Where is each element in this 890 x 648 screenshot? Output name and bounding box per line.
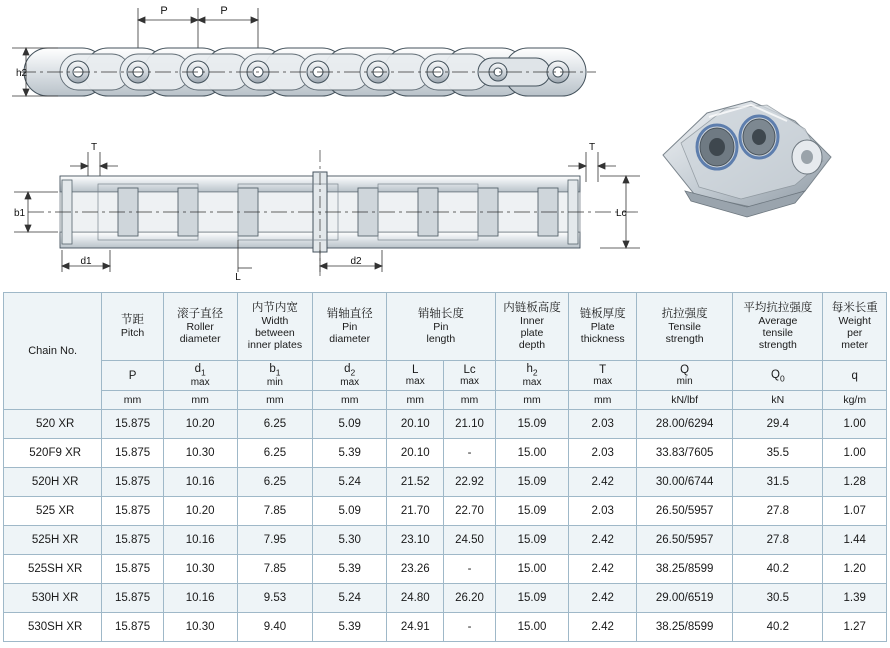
unit-weight: kg/m	[823, 391, 887, 410]
cell-T: 2.03	[569, 410, 637, 439]
plan-view-group	[14, 142, 640, 283]
table-row	[4, 555, 887, 584]
cell-Q0: 29.4	[733, 410, 823, 439]
cell-Lc: 22.70	[444, 497, 495, 526]
cell-q: 1.44	[823, 526, 887, 555]
header-pitch: 节距 Pitch	[102, 293, 163, 361]
cell-q: 1.20	[823, 555, 887, 584]
cell-T: 2.03	[569, 439, 637, 468]
unit-b1: mm	[237, 391, 313, 410]
cell-d1: 10.30	[163, 613, 237, 642]
cell-Q: 29.00/6519	[636, 584, 732, 613]
header-pin-diameter: 销轴直径 Pin diameter	[313, 293, 387, 361]
svg-text:b1: b1	[14, 208, 26, 219]
cell-h2: 15.09	[495, 584, 569, 613]
cell-Q: 26.50/5957	[636, 497, 732, 526]
cell-chain-no: 530H XR	[4, 584, 102, 613]
chain-photo	[663, 101, 831, 217]
header-inner-plate-depth: 内链板高度 Inner plate depth	[495, 293, 569, 361]
cell-T: 2.42	[569, 584, 637, 613]
cell-h2: 15.09	[495, 497, 569, 526]
unit-q0: kN	[733, 391, 823, 410]
cell-L: 21.70	[387, 497, 444, 526]
cell-Lc: 24.50	[444, 526, 495, 555]
symbol-l: L max	[387, 361, 444, 391]
cell-Q: 38.25/8599	[636, 613, 732, 642]
svg-text:P: P	[160, 5, 168, 17]
cell-q: 1.39	[823, 584, 887, 613]
cell-d2: 5.30	[313, 526, 387, 555]
symbol-q: Q min	[636, 361, 732, 391]
cell-Q: 28.00/6294	[636, 410, 732, 439]
svg-text:L: L	[235, 272, 241, 283]
cell-Q0: 35.5	[733, 439, 823, 468]
cell-chain-no: 520 XR	[4, 410, 102, 439]
cell-p: 15.875	[102, 468, 163, 497]
cell-d1: 10.20	[163, 410, 237, 439]
cell-Q: 30.00/6744	[636, 468, 732, 497]
cell-Q0: 40.2	[733, 555, 823, 584]
unit-lc: mm	[444, 391, 495, 410]
symbol-t: T max	[569, 361, 637, 391]
header-roller-diameter: 滚子直径 Roller diameter	[163, 293, 237, 361]
cell-d2: 5.39	[313, 439, 387, 468]
cell-Lc: 22.92	[444, 468, 495, 497]
cell-h2: 15.09	[495, 526, 569, 555]
cell-Q0: 40.2	[733, 613, 823, 642]
cell-p: 15.875	[102, 584, 163, 613]
unit-t: mm	[569, 391, 637, 410]
table-row	[4, 584, 887, 613]
symbol-d1: $d_1$ max	[163, 361, 237, 391]
cell-T: 2.42	[569, 613, 637, 642]
cell-h2: 15.09	[495, 468, 569, 497]
unit-q: kN/lbf	[636, 391, 732, 410]
table-row	[4, 497, 887, 526]
cell-chain-no: 525H XR	[4, 526, 102, 555]
cell-T: 2.03	[569, 497, 637, 526]
header-weight-per-meter: 每米长重 Weight per meter	[823, 293, 887, 361]
cell-Q0: 31.5	[733, 468, 823, 497]
table-row	[4, 613, 887, 642]
cell-b1: 7.85	[237, 555, 313, 584]
cell-p: 15.875	[102, 555, 163, 584]
symbol-lc: Lc max	[444, 361, 495, 391]
cell-Q: 26.50/5957	[636, 526, 732, 555]
svg-text:Lc: Lc	[616, 208, 627, 219]
cell-q: 1.00	[823, 439, 887, 468]
cell-h2: 15.00	[495, 439, 569, 468]
cell-h2: 15.00	[495, 613, 569, 642]
cell-chain-no: 525SH XR	[4, 555, 102, 584]
cell-b1: 6.25	[237, 439, 313, 468]
svg-text:P: P	[220, 5, 228, 17]
symbol-d2: $d_2$ max	[313, 361, 387, 391]
side-view-group	[12, 5, 596, 96]
cell-d2: 5.09	[313, 410, 387, 439]
cell-d1: 10.30	[163, 555, 237, 584]
cell-b1: 9.40	[237, 613, 313, 642]
cell-d1: 10.16	[163, 526, 237, 555]
cell-chain-no: 530SH XR	[4, 613, 102, 642]
cell-d2: 5.24	[313, 584, 387, 613]
technical-drawing	[0, 0, 890, 290]
table-row	[4, 410, 887, 439]
cell-T: 2.42	[569, 468, 637, 497]
cell-chain-no: 520F9 XR	[4, 439, 102, 468]
symbol-p: P	[102, 361, 163, 391]
cell-Lc: -	[444, 613, 495, 642]
svg-text:T: T	[90, 142, 98, 153]
cell-d2: 5.09	[313, 497, 387, 526]
unit-d1: mm	[163, 391, 237, 410]
cell-d2: 5.39	[313, 555, 387, 584]
cell-p: 15.875	[102, 526, 163, 555]
cell-L: 20.10	[387, 410, 444, 439]
svg-text:d1: d1	[80, 256, 92, 267]
cell-b1: 9.53	[237, 584, 313, 613]
symbol-q-weight: q	[823, 361, 887, 391]
table-row	[4, 526, 887, 555]
cell-Q0: 30.5	[733, 584, 823, 613]
unit-d2: mm	[313, 391, 387, 410]
header-average-tensile-strength: 平均抗拉强度 Average tensile strength	[733, 293, 823, 361]
cell-d1: 10.16	[163, 468, 237, 497]
cell-L: 20.10	[387, 439, 444, 468]
header-pin-length: 销轴长度 Pin length	[387, 293, 496, 361]
cell-d2: 5.24	[313, 468, 387, 497]
cell-T: 2.42	[569, 555, 637, 584]
symbol-q0: $Q_0$	[733, 361, 823, 391]
specification-table	[3, 292, 887, 642]
table-body	[4, 410, 887, 642]
cell-Q: 33.83/7605	[636, 439, 732, 468]
cell-q: 1.07	[823, 497, 887, 526]
header-chain-no: Chain No.	[4, 293, 102, 410]
header-plate-thickness: 链板厚度 Plate thickness	[569, 293, 637, 361]
cell-b1: 6.25	[237, 468, 313, 497]
cell-p: 15.875	[102, 613, 163, 642]
cell-T: 2.42	[569, 526, 637, 555]
cell-d1: 10.16	[163, 584, 237, 613]
cell-b1: 6.25	[237, 410, 313, 439]
table-row	[4, 468, 887, 497]
cell-Lc: 26.20	[444, 584, 495, 613]
cell-Q: 38.25/8599	[636, 555, 732, 584]
cell-L: 23.26	[387, 555, 444, 584]
cell-Lc: -	[444, 555, 495, 584]
unit-h2: mm	[495, 391, 569, 410]
cell-L: 24.91	[387, 613, 444, 642]
unit-l: mm	[387, 391, 444, 410]
header-width-between-inner-plates: 内节内宽 Width between inner plates	[237, 293, 313, 361]
cell-Q0: 27.8	[733, 497, 823, 526]
cell-L: 21.52	[387, 468, 444, 497]
symbol-b1: $b_1$ min	[237, 361, 313, 391]
cell-Lc: -	[444, 439, 495, 468]
cell-h2: 15.00	[495, 555, 569, 584]
cell-p: 15.875	[102, 497, 163, 526]
cell-q: 1.00	[823, 410, 887, 439]
unit-p: mm	[102, 391, 163, 410]
table-row	[4, 439, 887, 468]
cell-chain-no: 525 XR	[4, 497, 102, 526]
cell-d2: 5.39	[313, 613, 387, 642]
svg-text:T: T	[588, 142, 596, 153]
header-tensile-strength: 抗拉强度 Tensile strength	[636, 293, 732, 361]
svg-text:h2: h2	[16, 68, 28, 79]
cell-p: 15.875	[102, 410, 163, 439]
cell-Lc: 21.10	[444, 410, 495, 439]
symbol-h2: $h_2$ max	[495, 361, 569, 391]
cell-b1: 7.95	[237, 526, 313, 555]
cell-q: 1.28	[823, 468, 887, 497]
cell-d1: 10.30	[163, 439, 237, 468]
svg-text:d2: d2	[350, 256, 362, 267]
cell-L: 24.80	[387, 584, 444, 613]
cell-chain-no: 520H XR	[4, 468, 102, 497]
cell-Q0: 27.8	[733, 526, 823, 555]
cell-q: 1.27	[823, 613, 887, 642]
cell-h2: 15.09	[495, 410, 569, 439]
cell-b1: 7.85	[237, 497, 313, 526]
cell-p: 15.875	[102, 439, 163, 468]
cell-L: 23.10	[387, 526, 444, 555]
cell-d1: 10.20	[163, 497, 237, 526]
